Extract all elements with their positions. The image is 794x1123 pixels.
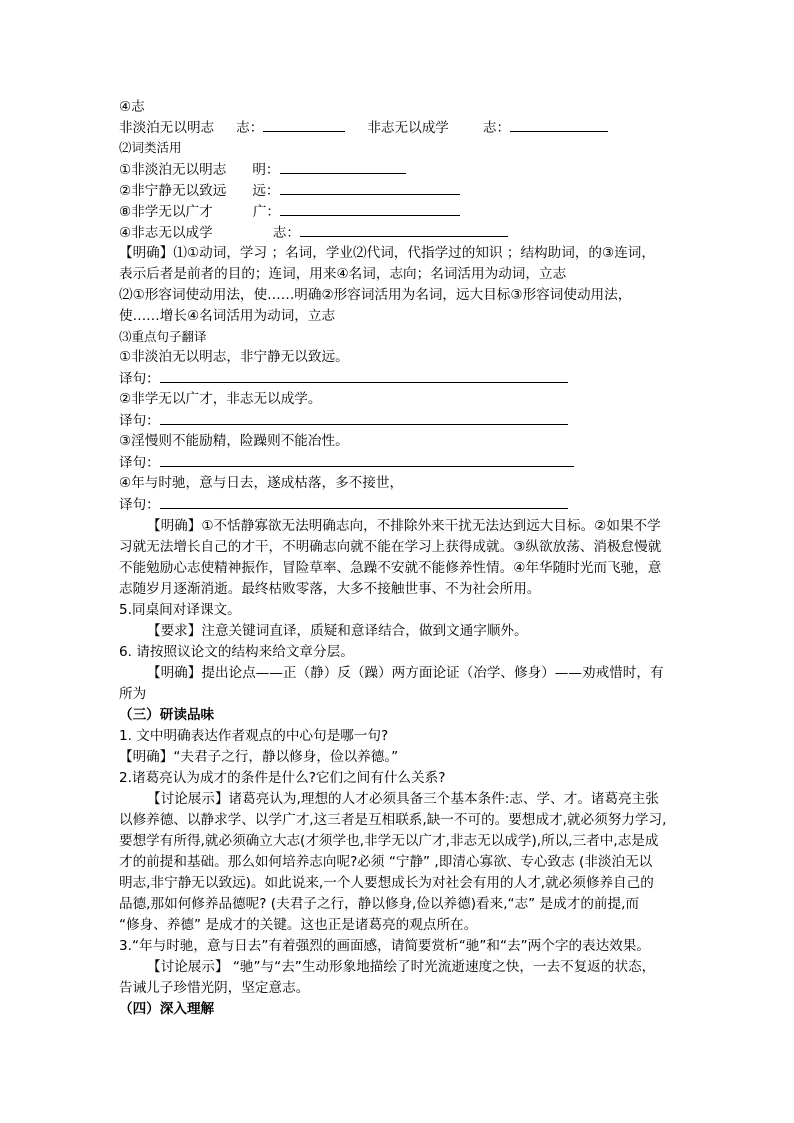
sentence-prompt: ③淫慢则不能励精，险躁则不能冶性。 [119, 433, 349, 449]
blank-label: 远： [252, 183, 280, 199]
section-heading: （四）深入理解 [119, 1001, 215, 1017]
task-item: 6. 请按照议论文的结构来给文章分层。 [119, 644, 354, 660]
sentence-prompt: ④年与时驰，意与日去，遂成枯落，多不接世， [119, 475, 404, 491]
answer-paragraph: 习就无法增长自己的才干，不明确志向就不能在学习上获得成就。③纵欲放荡、消极怠慢就 [119, 539, 662, 555]
discussion-paragraph: 【讨论展示】诸葛亮认为,理想的人才必须具备三个基本条件:志、学、才。诸葛亮主张 [147, 791, 659, 807]
answer-blank[interactable] [280, 201, 460, 216]
discussion-paragraph: 品德,那如何修养品德呢? (夫君子之行，静以修身,俭以养德)看来,“志” 是成才的前提,而 [119, 896, 640, 912]
answer-paragraph: 【明确】⑴①动词，学习 ；名词，学业⑵代词，代指学过的知识 ；结构助词，的③连词， [119, 245, 655, 261]
answer-paragraph: 不能勉励心志使精神振作，冒险草率、急躁不安就不能修养性情。④年华随时光而飞驰，意 [119, 560, 662, 576]
translation-label: 译句： [119, 371, 160, 387]
discussion-paragraph: “修身、养德” 是成才的关键。这也正是诸葛亮的观点所在。 [119, 917, 478, 933]
translation-blank[interactable] [160, 368, 568, 383]
fill-blank-row [119, 159, 406, 180]
phrase-label: ⑧非学无以广才 [119, 204, 213, 220]
answer-paragraph: 【明确】①不恬静寡欲无法明确志向，不排除外来干扰无法达到远大目标。②如果不学 [147, 518, 661, 534]
section-heading: ⑶重点句子翻译 [119, 329, 207, 344]
translation-blank[interactable] [160, 410, 568, 425]
answer-paragraph: 所为 [119, 686, 147, 702]
translation-label: 译句： [119, 497, 160, 513]
translation-row [119, 368, 568, 389]
phrase-label: 非淡泊无以明志 [119, 120, 215, 136]
phrase-label: ②非宁静无以致远 [119, 183, 227, 199]
section-heading: （三）研读品味 [119, 707, 215, 723]
blank-label: 广： [252, 204, 280, 220]
blank-label: 志： [482, 120, 511, 136]
answer-blank[interactable] [510, 117, 608, 132]
discussion-paragraph: 【讨论展示】 “驰”与“去”生动形象地描绘了时光流逝速度之快，一去不复返的状态， [147, 959, 656, 975]
phrase-label: 非志无以成学 [367, 120, 449, 136]
answer-blank[interactable] [263, 117, 345, 132]
question-item: 1. 文中明确表达作者观点的中心句是哪一句? [119, 728, 389, 744]
answer-blank[interactable] [280, 159, 406, 174]
section-heading: ⑵词类活用 [119, 140, 182, 155]
answer-paragraph: 【明确】“夫君子之行，静以修身，俭以养德。” [119, 749, 399, 765]
answer-paragraph: 【明确】提出论点——正（静）反（躁）两方面论证（冶学、修身）——劝戒惜时，有 [147, 665, 664, 681]
discussion-paragraph: 告诫儿子珍惜光阴，坚定意志。 [119, 980, 310, 996]
discussion-paragraph: 以修养德、以静求学、以学广才,这三者是互相联系,缺一不可的。要想成才,就必须努力学习, [119, 812, 667, 828]
requirement-text: 【要求】注意关键词直译，质疑和意译结合，做到文通字顺外。 [147, 623, 528, 639]
blank-label: 志： [236, 120, 264, 136]
answer-blank[interactable] [300, 222, 508, 237]
translation-row [119, 494, 568, 515]
fill-blank-row [119, 201, 460, 222]
translation-row [119, 452, 574, 473]
phrase-label: ①非淡泊无以明志 [119, 162, 227, 178]
discussion-paragraph: 要想学有所得,就必须确立大志(才须学也,非学无以广才,非志无以成学),所以,三者中,志是成 [119, 833, 659, 849]
blank-label: 明： [252, 162, 280, 178]
translation-row [119, 410, 568, 431]
answer-paragraph: 使……增长④名词活用为动词，立志 [119, 308, 336, 324]
fill-blank-row [119, 117, 608, 138]
blank-label: 志： [272, 225, 300, 241]
phrase-label: ④非志无以成学 [119, 225, 213, 241]
translation-label: 译句： [119, 413, 160, 429]
sentence-prompt: ②非学无以广才，非志无以成学。 [119, 391, 322, 407]
answer-paragraph: 表示后者是前者的目的；连词，用来④名词，志向；名词活用为动词，立志 [119, 266, 567, 282]
answer-blank[interactable] [280, 180, 460, 195]
answer-paragraph: 志随岁月逐渐消逝。最终枯败零落，大多不接触世事、不为社会所用。 [119, 581, 541, 597]
question-item: 2.诸葛亮认为成才的条件是什么?它们之间有什么关系? [119, 770, 446, 786]
fill-blank-row [119, 222, 508, 243]
sentence-prompt: ①非淡泊无以明志，非宁静无以致远。 [119, 349, 349, 365]
discussion-paragraph: 才的前提和基础。那么如何培养志向呢?必须 “宁静” ,即清心寡欲、专心致志 (非淡泊无以 [119, 854, 653, 870]
fill-blank-row [119, 180, 460, 201]
discussion-paragraph: 明志,非宁静无以致远)。如此说来,一个人要想成长为对社会有用的人才,就必须修养自己的 [119, 875, 654, 891]
item-zhi-heading: ④志 [119, 99, 145, 115]
question-item: 3.“年与时驰，意与日去”有着强烈的画面感，请简要赏析“驰”和“去”两个字的表达效果。 [119, 938, 651, 954]
answer-paragraph: ⑵①形容词使动用法，使……明确②形容词活用为名词，远大目标③形容词使动用法， [119, 287, 632, 303]
translation-blank[interactable] [160, 494, 568, 509]
task-item: 5.同桌间对译课文。 [119, 602, 241, 618]
translation-label: 译句： [119, 455, 160, 471]
translation-blank[interactable] [160, 452, 574, 467]
